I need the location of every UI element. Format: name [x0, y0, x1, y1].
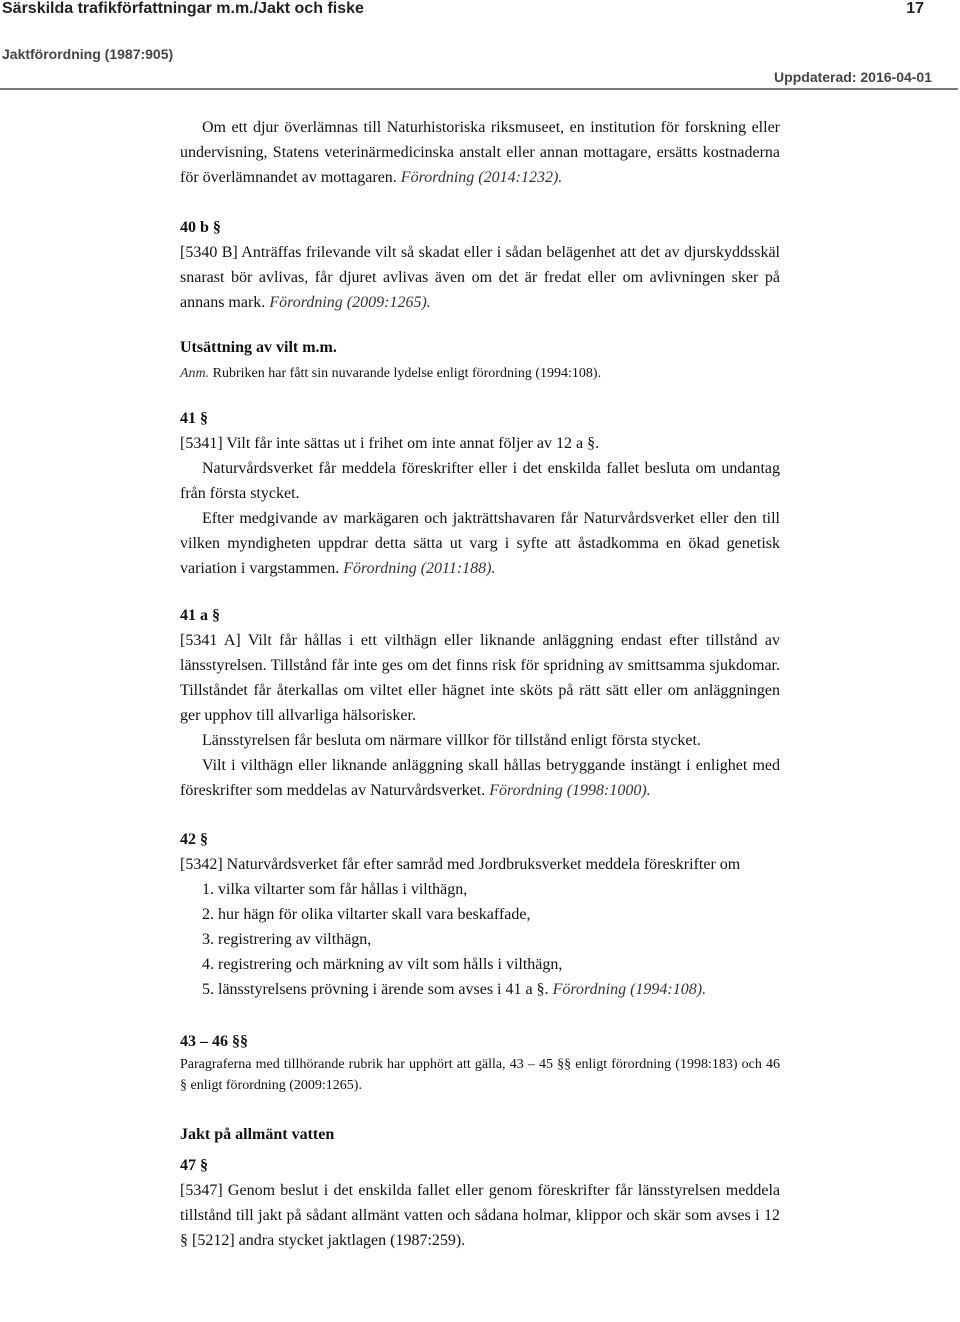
section-41-paragraph-3-text: Efter medgivande av markägaren och jakträttshavaren får Naturvårdsverket eller den till vilken myndigheten uppdrar detta sätta ut varg i syfte att åstadkomma en ökad genetisk variation i vargstammen.: [180, 510, 780, 577]
list-item-text: 5. länsstyrelsens prövning i ärende som avses i 41 a §.: [202, 981, 553, 998]
section-heading-41a: 41 a §: [180, 607, 220, 624]
intro-text: Om ett djur överlämnas till Naturhistoriska riksmuseet, en institution för forskning eller undervisning, Statens veterinärmedicinska anstalt eller annan mottagare, ersätts kostnaderna för överlämnandet av mottagaren.: [180, 119, 780, 186]
section-42-paragraph-1: [5342] Naturvårdsverket får efter samråd med Jordbruksverket meddela föreskrifter om: [180, 856, 741, 873]
list-item: 2. hur hägn för olika viltarter skall vara beskaffade,: [202, 906, 531, 923]
section-heading-43-46: 43 – 46 §§: [180, 1033, 248, 1050]
section-heading-40b: 40 b §: [180, 219, 221, 236]
section-41a-paragraph-1: [5341 A] Vilt får hållas i ett vilthägn eller liknande anläggning endast efter tillstånd av länsstyrelsen. Tillstånd får inte ges om det finns risk för spridning av smittsamma sjukdomar. Tillståndet får återkallas om viltet eller hägnet inte sköts på rätt sätt eller om anläggningen ger upphov till allvarliga hälsorisker.: [180, 632, 780, 724]
chapter-heading-jakt: Jakt på allmänt vatten: [180, 1126, 335, 1143]
intro-reference: Förordning (2014:1232).: [400, 169, 563, 186]
section-42-reference: Förordning (1994:108).: [552, 981, 707, 998]
annotation-label: Anm.: [180, 366, 210, 381]
document-body: [180, 115, 780, 1253]
section-41-paragraph-1: [5341] Vilt får inte sättas ut i frihet om inte annat följer av 12 a §.: [180, 435, 600, 452]
document-title: Särskilda trafikförfattningar m.m./Jakt och fiske: [2, 0, 364, 17]
annotation-text: Rubriken har fått sin nuvarande lydelse enligt förordning (1994:108).: [209, 366, 602, 381]
section-40b-reference: Förordning (2009:1265).: [269, 294, 431, 311]
section-41-paragraph-3: [180, 506, 780, 581]
section-41a-paragraph-3-text: Vilt i vilthägn eller liknande anläggning skall hållas betryggande instängt i enlighet med föreskrifter som meddelas av Naturvårdsverket.: [180, 757, 780, 799]
section-42-list: [180, 877, 780, 1002]
section-41a-reference: Förordning (1998:1000).: [489, 782, 651, 799]
chapter-heading-utsattning: Utsättning av vilt m.m.: [180, 339, 337, 356]
list-item: 1. vilka viltarter som får hållas i vilthägn,: [202, 881, 468, 898]
section-heading-42: 42 §: [180, 831, 208, 848]
header-rule: [0, 88, 958, 90]
section-heading-41: 41 §: [180, 410, 208, 427]
annotation-note: [180, 363, 780, 384]
section-47-text: [5347] Genom beslut i det enskilda fallet eller genom föreskrifter får länsstyrelsen meddela tillstånd till jakt på sådant allmänt vatten och sådana holmar, klippor och skär som avses i 12 § [5212] andra stycket jaktlagen (1987:259).: [180, 1182, 780, 1249]
document-subtitle: Jaktförordning (1987:905): [2, 46, 174, 62]
list-item: [180, 977, 780, 1002]
section-41-reference: Förordning (2011:188).: [343, 560, 496, 577]
section-43-46-text: Paragraferna med tillhörande rubrik har upphört att gälla, 43 – 45 §§ enligt förordning (1998:183) och 46 § enligt förordning (2009:1265).: [180, 1057, 780, 1093]
section-41a-paragraph-2: Länsstyrelsen får besluta om närmare villkor för tillstånd enligt första stycket.: [202, 732, 701, 749]
updated-date: Uppdaterad: 2016-04-01: [774, 69, 932, 85]
list-item: 3. registrering av vilthägn,: [202, 931, 372, 948]
intro-paragraph: [180, 115, 780, 190]
section-41-paragraph-2: Naturvårdsverket får meddela föreskrifter eller i det enskilda fallet besluta om undantag från första stycket.: [180, 460, 780, 502]
section-40b-paragraph: [180, 240, 780, 315]
section-heading-47: 47 §: [180, 1157, 208, 1174]
page-number: 17: [906, 0, 924, 17]
list-item: 4. registrering och märkning av vilt som hålls i vilthägn,: [202, 956, 563, 973]
section-40b-text: [5340 B] Anträffas frilevande vilt så skadat eller i sådan belägenhet att det av djurskyddsskäl snarast bör avlivas, får djuret avlivas även om det är fredat eller om avlivningen sker på annans mark.: [180, 244, 780, 311]
section-41a-paragraph-3: [180, 753, 780, 803]
